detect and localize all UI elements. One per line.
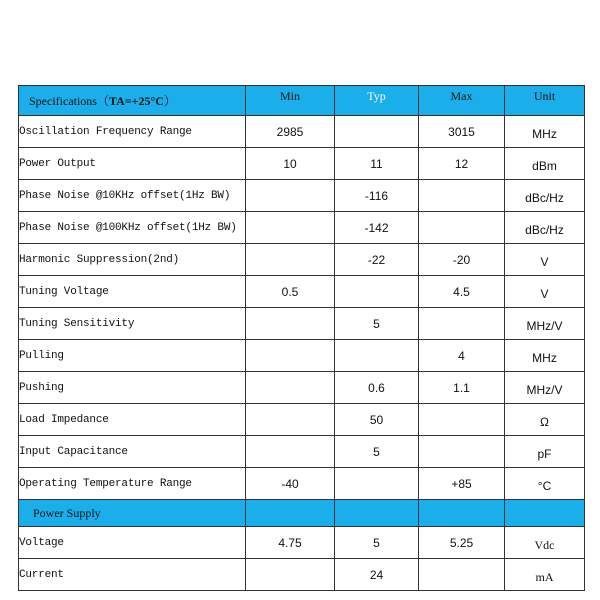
power-supply-label: Power Supply: [19, 500, 246, 527]
row-max: [419, 404, 505, 436]
row-max: [419, 559, 505, 591]
row-min: [246, 308, 335, 340]
row-typ: 11: [335, 148, 419, 180]
row-parameter: Input Capacitance: [19, 436, 246, 468]
row-max: [419, 436, 505, 468]
row-max: 4.5: [419, 276, 505, 308]
table-row: [19, 527, 585, 559]
row-typ: [335, 468, 419, 500]
row-unit: Vdc: [505, 527, 585, 559]
row-max: [419, 212, 505, 244]
power-supply-section-row: [19, 500, 585, 527]
row-min: [246, 404, 335, 436]
row-parameter: Load Impedance: [19, 404, 246, 436]
row-min: [246, 559, 335, 591]
row-unit: dBc/Hz: [505, 212, 585, 244]
header-specifications: [19, 86, 246, 116]
row-unit: MHz/V: [505, 372, 585, 404]
row-min: [246, 244, 335, 276]
row-max: 1.1: [419, 372, 505, 404]
table-row: [19, 436, 585, 468]
row-typ: 5: [335, 436, 419, 468]
row-parameter: Operating Temperature Range: [19, 468, 246, 500]
row-min: 4.75: [246, 527, 335, 559]
row-unit: pF: [505, 436, 585, 468]
table-row: [19, 372, 585, 404]
table-row: [19, 308, 585, 340]
table-header-row: [19, 86, 585, 116]
row-min: [246, 372, 335, 404]
row-typ: 0.6: [335, 372, 419, 404]
table-row: [19, 116, 585, 148]
row-min: [246, 180, 335, 212]
row-unit: mA: [505, 559, 585, 591]
header-temperature-condition: TA=+25°C: [108, 94, 164, 108]
table-row: [19, 148, 585, 180]
table-row: [19, 212, 585, 244]
row-min: 10: [246, 148, 335, 180]
table-row: [19, 340, 585, 372]
row-min: [246, 340, 335, 372]
table-row: [19, 276, 585, 308]
table-row: [19, 468, 585, 500]
section-empty-cell: [419, 500, 505, 527]
row-typ: [335, 116, 419, 148]
header-specifications-prefix: Specifications（: [29, 94, 109, 108]
row-max: 5.25: [419, 527, 505, 559]
row-min: 2985: [246, 116, 335, 148]
row-typ: [335, 340, 419, 372]
header-typ: Typ: [335, 86, 419, 116]
row-unit: °C: [505, 468, 585, 500]
row-unit: V: [505, 244, 585, 276]
row-max: [419, 308, 505, 340]
row-typ: -22: [335, 244, 419, 276]
row-unit: dBm: [505, 148, 585, 180]
section-empty-cell: [335, 500, 419, 527]
row-parameter: Harmonic Suppression(2nd): [19, 244, 246, 276]
row-max: +85: [419, 468, 505, 500]
row-typ: -116: [335, 180, 419, 212]
row-unit: MHz: [505, 340, 585, 372]
row-parameter: Pulling: [19, 340, 246, 372]
header-specifications-suffix: ）: [163, 94, 176, 108]
row-parameter: Oscillation Frequency Range: [19, 116, 246, 148]
header-max: Max: [419, 86, 505, 116]
row-unit: dBc/Hz: [505, 180, 585, 212]
row-typ: 24: [335, 559, 419, 591]
row-typ: 50: [335, 404, 419, 436]
row-typ: 5: [335, 308, 419, 340]
row-unit: V: [505, 276, 585, 308]
row-typ: [335, 276, 419, 308]
row-parameter: Phase Noise @10KHz offset(1Hz BW): [19, 180, 246, 212]
row-parameter: Tuning Sensitivity: [19, 308, 246, 340]
section-empty-cell: [505, 500, 585, 527]
row-parameter: Power Output: [19, 148, 246, 180]
header-unit: Unit: [505, 86, 585, 116]
row-parameter: Phase Noise @100KHz offset(1Hz BW): [19, 212, 246, 244]
row-min: 0.5: [246, 276, 335, 308]
row-max: 4: [419, 340, 505, 372]
table-row: [19, 244, 585, 276]
row-parameter: Tuning Voltage: [19, 276, 246, 308]
specifications-table: [18, 85, 585, 591]
table-row: [19, 180, 585, 212]
row-min: -40: [246, 468, 335, 500]
row-min: [246, 212, 335, 244]
row-min: [246, 436, 335, 468]
row-parameter: Pushing: [19, 372, 246, 404]
row-max: -20: [419, 244, 505, 276]
table-row: [19, 559, 585, 591]
row-unit: MHz/V: [505, 308, 585, 340]
row-typ: -142: [335, 212, 419, 244]
row-unit: Ω: [505, 404, 585, 436]
row-max: 3015: [419, 116, 505, 148]
row-max: [419, 180, 505, 212]
row-unit: MHz: [505, 116, 585, 148]
table-row: [19, 404, 585, 436]
row-typ: 5: [335, 527, 419, 559]
row-max: 12: [419, 148, 505, 180]
row-parameter: Current: [19, 559, 246, 591]
header-min: Min: [246, 86, 335, 116]
section-empty-cell: [246, 500, 335, 527]
row-parameter: Voltage: [19, 527, 246, 559]
